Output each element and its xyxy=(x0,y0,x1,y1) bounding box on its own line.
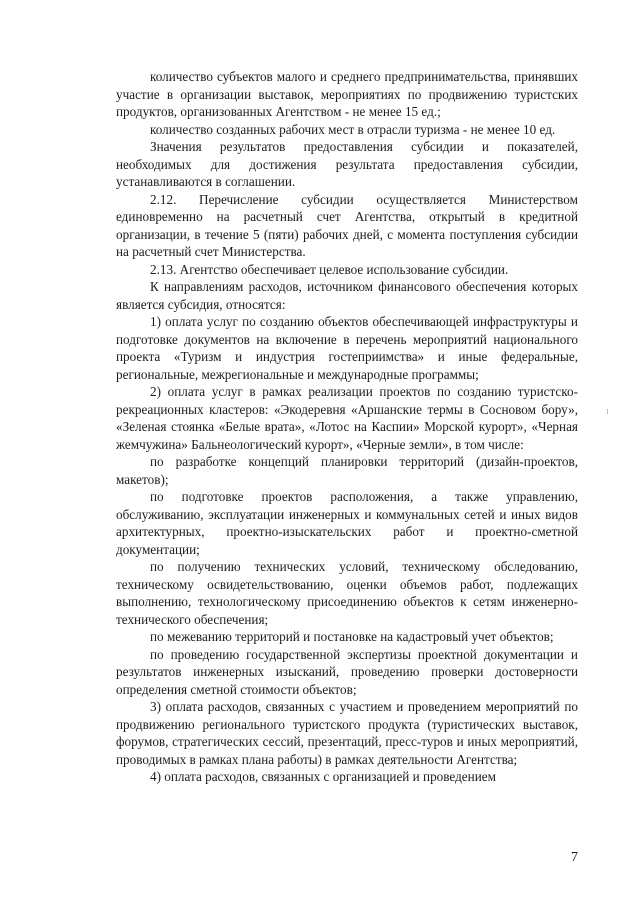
paragraph-expense-directions: К направлениям расходов, источником финансового обеспечения которых является субсидия, относятся: xyxy=(116,279,578,312)
paragraph-jobs-count: количество созданных рабочих мест в отрасли туризма - не менее 10 ед. xyxy=(150,121,556,137)
paragraph-item-1: 1) оплата услуг по созданию объектов обеспечивающей инфраструктуры и подготовке документов на включение в перечень мероприятий национального проекта «Туризм и индустрия гостеприимства» и иные федеральные, региональные, межрегиональные и международные программы; xyxy=(116,314,578,382)
paragraph-subitem-state-expertise: по проведению государственной экспертизы проектной документации и результатов инженерных изысканий, проведению проверки достоверности определения сметной стоимости объектов; xyxy=(116,646,578,697)
page-number: 7 xyxy=(571,850,578,865)
paragraph-item-2: 2) оплата услуг в рамках реализации проектов по созданию туристско-рекреационных кластеров: «Экодеревня «Аршанские термы в Сосновом бору», «Зеленая стоянка «Белые врата», «Лотос на Каспии» Морской курорт», «Черная жемчужина» Бальнеологический курорт», «Черные земли», в том числе: xyxy=(116,384,578,452)
paragraph-smb-count: количество субъектов малого и среднего предпринимательства, принявших участие в организации выставок, мероприятиях по продвижению туристских продуктов, организованных Агентством - не менее 15 ед.; xyxy=(116,69,578,119)
paragraph-2-12: 2.12. Перечисление субсидии осуществляется Министерством единовременно на расчетный счет Агентства, открытый в кредитной организации, в течение 5 (пяти) рабочих дней, с момента поступления субсидии на расчетный счет Министерства. xyxy=(116,191,578,259)
paragraph-results-values: Значения результатов предоставления субсидии и показателей, необходимых для достижения результата предоставления субсидии, устанавливаются в соглашении. xyxy=(116,139,578,189)
paragraph-2-13: 2.13. Агентство обеспечивает целевое использование субсидии. xyxy=(150,261,509,277)
paragraph-subitem-projects: по подготовке проектов расположения, а также управлению, обслуживанию, эксплуатации инженерных и коммунальных сетей и иных видов архитектурных, проектно-изыскательских работ и проектно-сметной документации; xyxy=(116,489,578,557)
paragraph-item-4: 4) оплата расходов, связанных с организацией и проведением xyxy=(150,769,496,784)
paragraph-item-3: 3) оплата расходов, связанных с участием и проведением мероприятий по продвижению регионального туристского продукта (туристических выставок, форумов, стратегических сессий, презентаций, пресс-туров и иных мероприятий, проводимых в рамках плана работы) в рамках деятельности Агентства; xyxy=(116,699,578,767)
scan-mark xyxy=(607,409,608,414)
paragraph-subitem-land-surveying: по межеванию территорий и постановке на кадастровый учет объектов; xyxy=(150,629,554,644)
document-body xyxy=(116,68,578,786)
paragraph-subitem-concepts: по разработке концепций планировки территорий (дизайн-проектов, макетов); xyxy=(116,454,578,487)
paragraph-subitem-technical-conditions: по получению технических условий, техническому обследованию, техническому освидетельствованию, оценки объемов работ, подлежащих выполнению, технологическому присоединению объектов к сетям инженерно-технического обеспечения; xyxy=(116,559,578,627)
